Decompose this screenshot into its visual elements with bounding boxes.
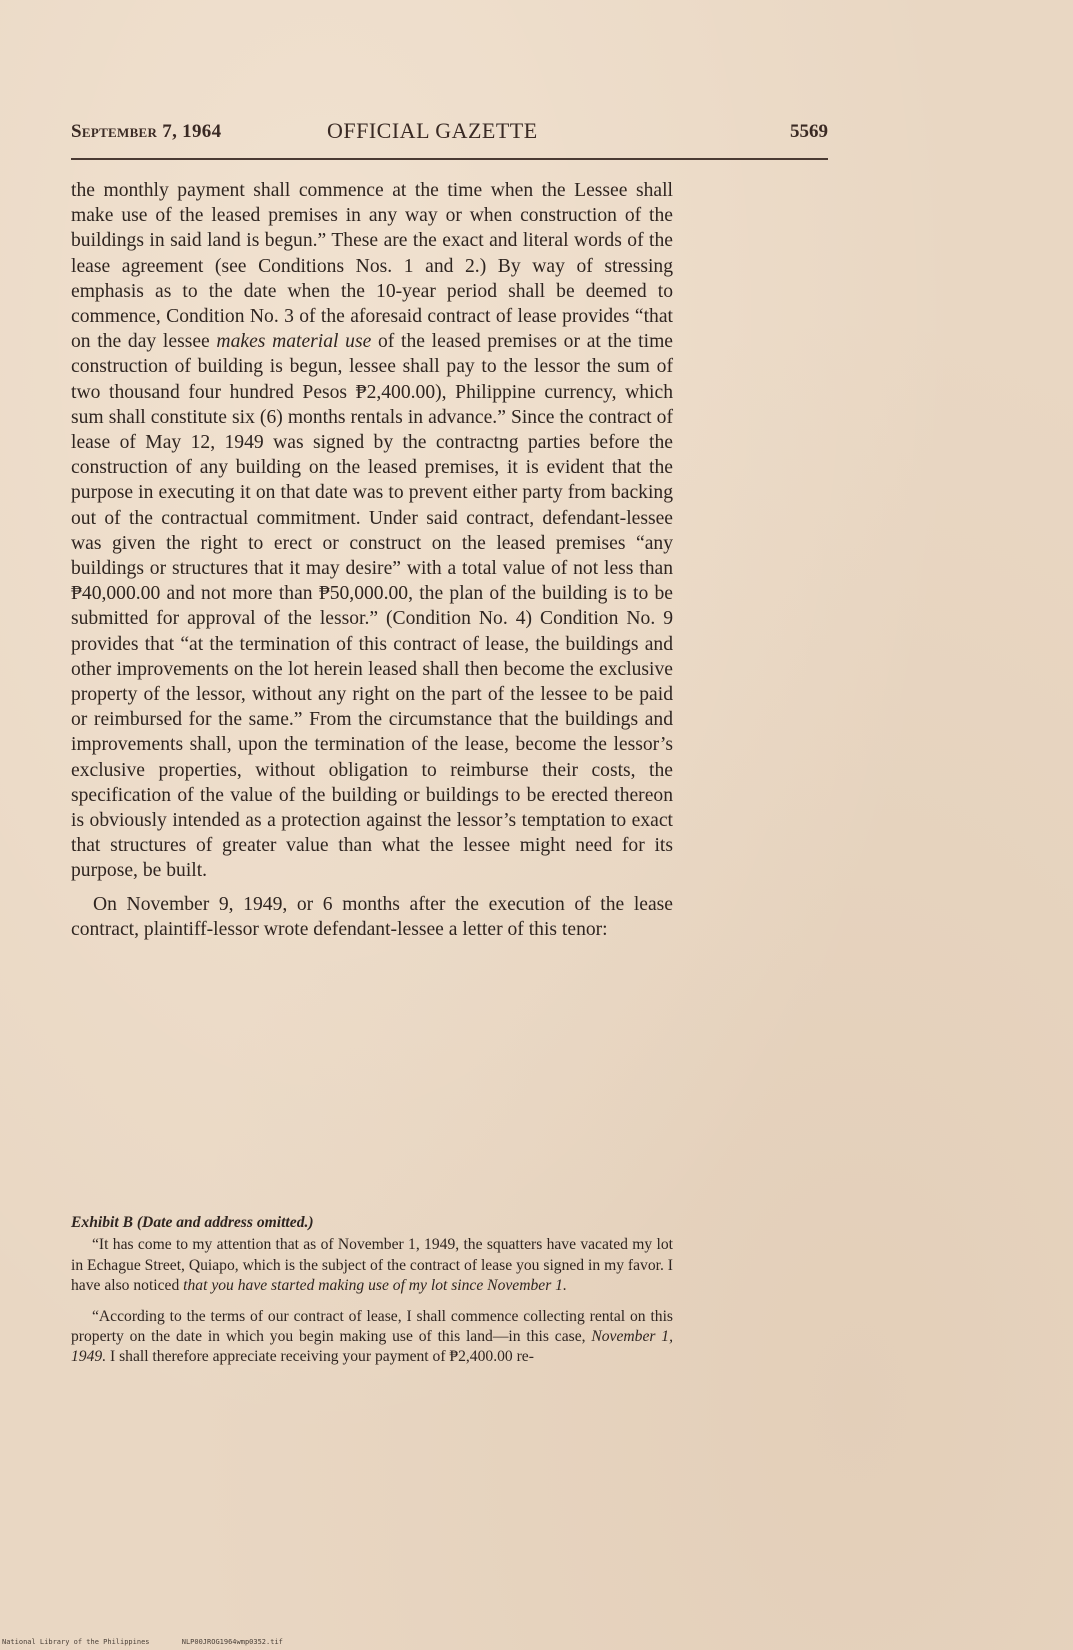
footer-source: National Library of the Philippines — [2, 1638, 150, 1646]
letter-paragraph-2-text-b: I shall therefore appreciate receiving your payment of ₱2,400.00 re- — [106, 1348, 534, 1366]
letter-paragraph-2-emphasis: November 1, 1949. — [71, 1328, 673, 1366]
paragraph-1-part-1: the monthly payment shall commence at the time when the Lessee shall make use of the leased premises in any way or when construction of the buildings in said land is begun.” These are the exact and literal words of the lease agreement (see Conditions Nos. 1 and 2.) By way of stressing emphasis as to the date when the 10-year period shall be deemed to commence, Condition No. 3 of the aforesaid contract of lease provides “that on the day lessee — [71, 180, 673, 353]
letter-paragraph-1-emphasis: that you have started making use of my lot since November 1. — [183, 1277, 567, 1295]
paragraph-2: On November 9, 1949, or 6 months after the execution of the lease contract, plaintiff-lessor wrote defendant-lessee a letter of this tenor: — [71, 893, 673, 940]
exhibit-label: Exhibit B (Date and address omitted.) — [71, 1214, 314, 1231]
header-rule — [71, 158, 828, 160]
letter-paragraph-2-text-a: “According to the terms of our contract of lease, I shall commence collecting rental on this property on the date in which you begin making use of this land—in this case, — [71, 1307, 673, 1346]
scan-footer — [2, 1638, 311, 1646]
publication-title: OFFICIAL GAZETTE — [327, 118, 538, 143]
paragraph-1 — [71, 178, 673, 884]
quoted-letter — [71, 1213, 673, 1368]
footer-file: NLP00JROG1964wmp0352.tif — [181, 1638, 283, 1646]
letter-paragraph-2 — [71, 1307, 673, 1368]
header-date: September 7, 1964 — [71, 121, 222, 142]
letter-paragraph-1-text: “It has come to my attention that as of November 1, 1949, the squatters have vacated my lot in Echague Street, Quiapo, which is the subject of the contract of lease you signed in my favor. I have also noticed — [71, 1236, 673, 1295]
letter-paragraph-1 — [71, 1235, 673, 1296]
page-number: 5569 — [790, 121, 828, 142]
page-header — [71, 118, 828, 148]
main-text — [71, 178, 673, 942]
paragraph-1-part-2: of the leased premises or at the time construction of building is begun, lessee shall pay to the lessor the sum of two thousand four hundred Pesos ₱2,400.00), Philippine currency, which sum shall constitute six (6) months rentals in advance.” Since the contract of lease of May 12, 1949 was signed by the contractng parties before the construction of any building on the leased premises, it is evident that the purpose in executing it on that date was to prevent either party from backing out of the contractual commitment. Under said contract, defendant-lessee was given the right to erect or construct on the leased premises “any buildings or structures that it may desire” with a total value of not less than ₱40,000.00 and not more than ₱50,000.00, the plan of the building is to be submitted for approval of the lessor.” (Condition No. 4) Condition No. 9 provides that “at the termination of this contract of lease, the buildings and other improvements on the lot herein leased shall then become the exclusive property of the lessor, without any right on the part of the lessee to be paid or reimbursed for the same.” From the circumstance that the buildings and improvements shall, upon the termination of the lease, become the lessor’s exclusive properties, without obligation to reimburse their costs, the specification of the value of the building or buildings to be erected thereon is obviously intended as a protection against the lessor’s temptation to exact that structures of greater value than what the lessee might need for its purpose, be built. — [71, 331, 674, 882]
paragraph-1-emphasis: makes material use — [216, 331, 372, 353]
